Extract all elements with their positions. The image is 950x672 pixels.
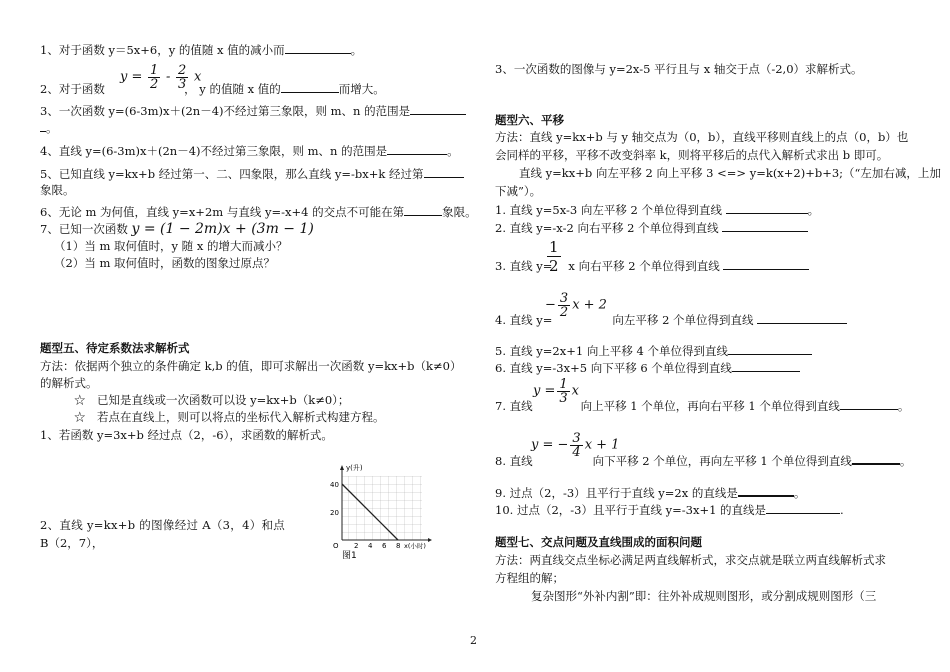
y-tick-20: 20: [330, 509, 339, 517]
answer-blank: [840, 398, 898, 410]
x-tick-6: 6: [382, 542, 387, 550]
translation-5: 5. 直线 y=2x+1 向上平移 4 个单位得到直线: [495, 343, 812, 358]
right-question-3: 3、一次函数的图像与 y=2x-5 平行且与 x 轴交于点（-2,0）求解析式。: [495, 62, 863, 76]
question-4: 4、直线 y=(6-3m)x＋(2n－4)不经过第三象限，则 m、n 的范围是 。: [40, 144, 459, 158]
question-3: 3、一次函数 y=(6-3m)x＋(2n－4)不经过第三象限，则 m、n 的范围是: [40, 103, 466, 118]
answer-blank: [738, 484, 794, 497]
section-6-method: 方法：直线 y=kx+b 与 y 轴交点为（0，b），直线平移则直线上的点（0，b）也: [495, 130, 909, 144]
grid: [342, 476, 422, 540]
x-tick-8: 8: [396, 542, 401, 550]
answer-blank: [410, 103, 466, 115]
answer-blank: [728, 343, 812, 355]
answer-blank: [424, 166, 464, 178]
translation-8: 8. 直线 向下平移 2 个单位，再向左平移 1 个单位得到直线 。: [495, 454, 912, 468]
translation-3: 3. 直线 y= x 向右平移 2 个单位得到直线: [495, 258, 809, 273]
translation-6: 6. 直线 y=-3x+5 向下平移 6 个单位得到直线: [495, 360, 800, 375]
answer-blank: [404, 204, 442, 216]
y-axis-label: y(升): [346, 464, 363, 472]
x-tick-2: 2: [354, 542, 359, 550]
section-5-question-2: 2、直线 y=kx+b 的图像经过 A（3，4）和点: [40, 518, 286, 532]
question-5: 5、已知直线 y=kx+b 经过第一、二、四象限，那么直线 y=-bx+k 经过第: [40, 166, 464, 181]
question-7-part-1: （1）当 m 取何值时，y 随 x 的增大而减小？: [54, 239, 288, 253]
question-2: 2、对于函数 ， y 的值随 x 值的 而增大。: [40, 82, 385, 96]
question-6: 6、无论 m 为何值，直线 y=x+2m 与直线 y=-x+4 的交点不可能在第 象限。: [40, 205, 477, 219]
y-tick-40: 40: [330, 481, 339, 489]
answer-blank: [726, 202, 808, 214]
origin-label: O: [333, 542, 339, 550]
section-7-title: 题型七、交点问题及直线围成的面积问题: [495, 535, 702, 549]
answer-blank: [723, 258, 809, 270]
answer-blank: [387, 143, 447, 155]
figure-caption: 图1: [342, 551, 357, 560]
translation-1: 1. 直线 y=5x-3 向左平移 2 个单位得到直线 。: [495, 203, 820, 217]
section-5-method: 方法：依据两个独立的条件确定 k,b 的值，即可求解出一次函数 y=kx+b（k≠0）: [40, 359, 462, 373]
figure-1-graph: [324, 460, 444, 560]
question-1: 1、对于函数 y＝5x+6，y 的值随 x 值的减小而 。: [40, 43, 363, 57]
page-number: 2: [470, 634, 477, 647]
question-7: 7、已知一次函数 y = (1 − 2m)x + (3m − 1): [40, 221, 314, 237]
translation-2: 2. 直线 y=-x-2 向右平移 2 个单位得到直线: [495, 220, 808, 235]
section-7-method: 方法：两直线交点坐标必满足两直线解析式，求交点就是联立两直线解析式求: [495, 553, 886, 567]
section-5-title: 题型五、待定系数法求解析式: [40, 341, 190, 355]
answer-blank: [285, 42, 351, 54]
tip-1: ☆ 已知是直线或一次函数可以设 y=kx+b（k≠0）；: [74, 393, 350, 407]
section-5-question-1: 1、若函数 y=3x+b 经过点（2，-6），求函数的解析式。: [40, 428, 333, 442]
answer-blank: [722, 220, 808, 232]
translation-10: 10. 过点（2，-3）且平行于直线 y=-3x+1 的直线是 .: [495, 503, 844, 517]
translation-4: 4. 直线 y= 向左平移 2 个单位得到直线: [495, 312, 847, 327]
answer-blank: [757, 312, 847, 324]
question-7-part-2: （2）当 m 取何值时，函数的图象过原点？: [54, 256, 276, 270]
translation-9: 9. 过点（2，-3）且平行于直线 y=2x 的直线是 。: [495, 486, 806, 500]
translation-7: 7. 直线 向上平移 1 个单位，再向右平移 1 个单位得到直线 。: [495, 399, 910, 413]
answer-blank: [281, 81, 339, 93]
answer-blank: [732, 360, 800, 372]
x-tick-4: 4: [368, 542, 373, 550]
q2-formula: y = $\frac{1}{2}$ - $\frac{2}{3}$ x: [120, 63, 202, 92]
answer-blank: [766, 502, 840, 514]
answer-blank: [852, 452, 900, 465]
x-axis-label: x(小时): [404, 542, 426, 550]
section-6-title: 题型六、平移: [495, 113, 564, 127]
tip-2: ☆ 若点在直线上，则可以将点的坐标代入解析式构建方程。: [74, 410, 385, 424]
